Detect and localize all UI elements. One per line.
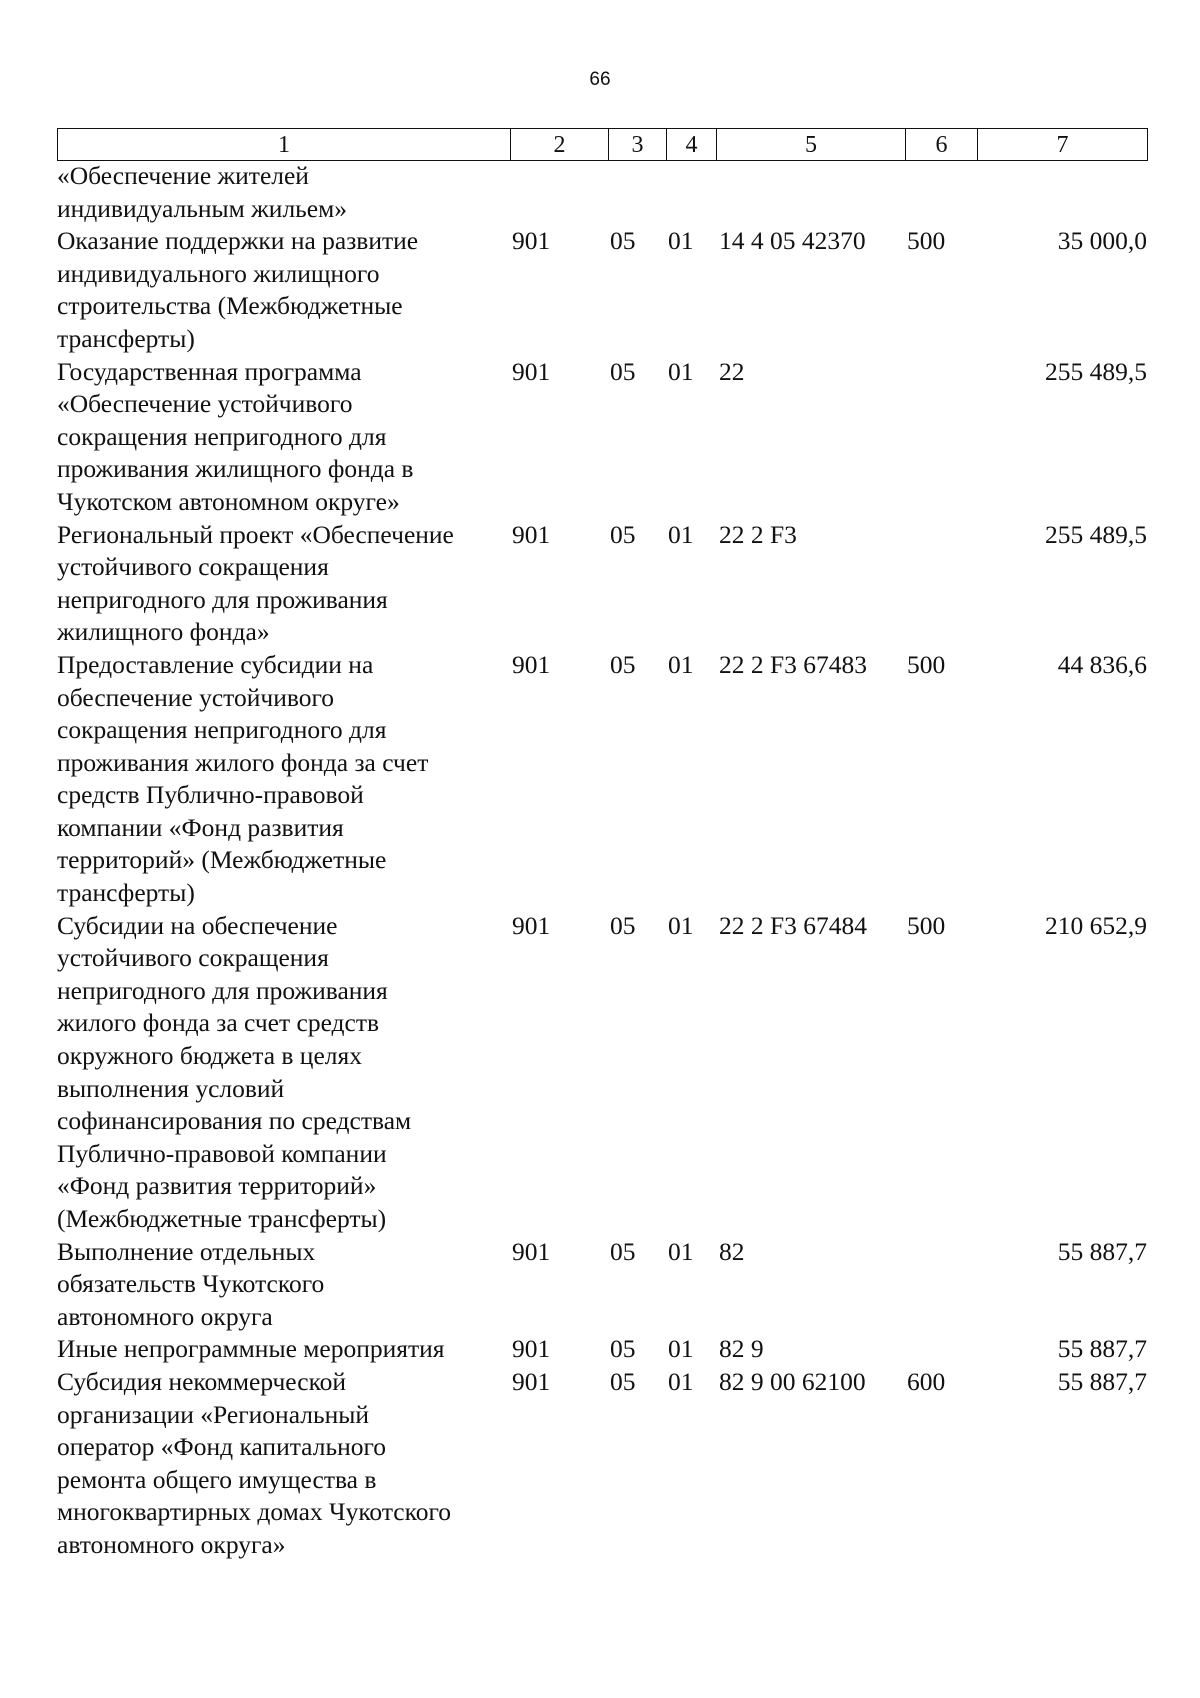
section-code: 05 [610, 1366, 636, 1396]
row-name [57, 1366, 510, 1562]
row-name-line: непригодного для проживания [57, 584, 388, 614]
amount: 44 836,6 [1057, 649, 1147, 679]
ministry-code: 901 [512, 649, 551, 679]
row-name [57, 356, 510, 519]
section-code: 05 [610, 1236, 636, 1266]
subsection-code: 01 [668, 356, 694, 386]
amount: 210 652,9 [1045, 910, 1147, 940]
target-article-code: 82 9 00 62100 [719, 1366, 866, 1396]
row-name-line: Иные непрограммные мероприятия [57, 1334, 445, 1364]
section-code: 05 [610, 1334, 636, 1364]
ministry-code: 901 [512, 519, 551, 549]
expense-type-code: 500 [907, 910, 946, 940]
table-row [57, 910, 1147, 1236]
amount: 255 489,5 [1045, 356, 1147, 386]
subsection-code [666, 160, 716, 225]
expense-type-code: 500 [907, 226, 946, 256]
section-code: 05 [610, 356, 636, 386]
row-name-line: обязательств Чукотского [57, 1269, 325, 1299]
row-name-line: устойчивого сокращения [57, 943, 329, 973]
target-article-code: 22 2 F3 [719, 519, 797, 549]
row-name-line: трансферты) [57, 878, 195, 908]
row-name-line: компании «Фонд развития [57, 812, 344, 842]
amount [977, 160, 1147, 225]
row-name-line: окружного бюджета в целях [57, 1041, 362, 1071]
subsection-code: 01 [668, 519, 694, 549]
amount: 55 887,7 [1057, 1236, 1147, 1266]
section-code: 05 [610, 519, 636, 549]
row-name-line: Субсидия некоммерческой [57, 1366, 347, 1396]
row-name-line: сокращения непригодного для [57, 421, 387, 451]
amount: 35 000,0 [1057, 226, 1147, 256]
table-row [57, 356, 1147, 519]
table-row [57, 1333, 1147, 1366]
row-name-line: софинансирования по средствам [57, 1106, 412, 1136]
row-name-line: Оказание поддержки на развитие [57, 226, 419, 256]
row-name [57, 519, 510, 649]
target-article-code: 22 2 F3 67484 [719, 910, 868, 940]
row-name [57, 160, 510, 225]
row-name [57, 649, 510, 910]
target-article-code: 14 4 05 42370 [719, 226, 866, 256]
target-article-code [716, 160, 905, 225]
row-name-line: сокращения непригодного для [57, 715, 387, 745]
ministry-code: 901 [512, 1236, 551, 1266]
column-header-5: 5 [717, 129, 906, 161]
expense-type-code [905, 1236, 977, 1334]
subsection-code: 01 [668, 910, 694, 940]
budget-table [57, 160, 1147, 1562]
table-row [57, 649, 1147, 910]
subsection-code: 01 [668, 1334, 694, 1364]
page-number: 66 [589, 69, 611, 90]
row-name-line: ремонта общего имущества в [57, 1464, 377, 1494]
expense-type-code: 500 [907, 649, 946, 679]
expense-type-code: 600 [907, 1366, 946, 1396]
row-name-line: жилого фонда за счет средств [57, 1008, 380, 1038]
column-header-4: 4 [667, 129, 717, 161]
subsection-code: 01 [668, 1366, 694, 1396]
row-name-line: Субсидии на обеспечение [57, 910, 338, 940]
row-name-line: непригодного для проживания [57, 975, 388, 1005]
row-name-line: Публично-правовой компании [57, 1138, 387, 1168]
table-row [57, 1236, 1147, 1334]
row-name-line: организации «Региональный [57, 1399, 370, 1429]
target-article-code: 82 [719, 1236, 745, 1266]
row-name [57, 1236, 510, 1334]
row-name-line: трансферты) [57, 323, 195, 353]
subsection-code: 01 [668, 1236, 694, 1266]
target-article-code: 82 9 [719, 1334, 764, 1364]
table-row [57, 1366, 1147, 1562]
column-header-3: 3 [609, 129, 667, 161]
column-header-7: 7 [978, 129, 1148, 161]
row-name-line: Региональный проект «Обеспечение [57, 519, 454, 549]
row-name-line: выполнения условий [57, 1073, 285, 1103]
row-name [57, 1333, 510, 1366]
row-name-line: Выполнение отдельных [57, 1236, 316, 1266]
row-name-line: жилищного фонда» [57, 617, 270, 647]
section-code: 05 [610, 910, 636, 940]
row-name-line: автономного округа» [57, 1529, 286, 1559]
column-header-row [57, 128, 1148, 161]
row-name-line: «Обеспечение устойчивого [57, 389, 353, 419]
expense-type-code [905, 160, 977, 225]
column-header-1: 1 [58, 129, 511, 161]
row-name-line: средств Публично-правовой [57, 780, 364, 810]
target-article-code: 22 2 F3 67483 [719, 649, 868, 679]
expense-type-code [905, 1333, 977, 1366]
amount: 255 489,5 [1045, 519, 1147, 549]
section-code: 05 [610, 226, 636, 256]
ministry-code [510, 160, 608, 225]
row-name-line: индивидуальным жильем» [57, 193, 348, 223]
row-name-line: Чукотском автономном округе» [57, 486, 400, 516]
table-row [57, 160, 1147, 225]
subsection-code: 01 [668, 649, 694, 679]
row-name-line: строительства (Межбюджетные [57, 291, 403, 321]
row-name-line: автономного округа [57, 1301, 273, 1331]
ministry-code: 901 [512, 910, 551, 940]
column-header-6: 6 [906, 129, 978, 161]
row-name-line: (Межбюджетные трансферты) [57, 1204, 387, 1233]
row-name-line: Предоставление субсидии на [57, 649, 374, 679]
subsection-code: 01 [668, 226, 694, 256]
column-header-2: 2 [511, 129, 609, 161]
amount: 55 887,7 [1057, 1366, 1147, 1396]
row-name [57, 225, 510, 355]
row-name-line: проживания жилого фонда за счет [57, 747, 429, 777]
row-name [57, 910, 510, 1236]
expense-type-code [905, 519, 977, 649]
section-code: 05 [610, 649, 636, 679]
row-name-line: «Фонд развития территорий» [57, 1171, 377, 1201]
row-name-line: «Обеспечение жителей [57, 161, 309, 190]
table-row [57, 225, 1147, 355]
row-name-line: обеспечение устойчивого [57, 682, 335, 712]
row-name-line: оператор «Фонд капитального [57, 1432, 387, 1462]
ministry-code: 901 [512, 1366, 551, 1396]
target-article-code: 22 [719, 356, 745, 386]
ministry-code: 901 [512, 356, 551, 386]
section-code [608, 160, 666, 225]
expense-type-code [905, 356, 977, 519]
row-name-line: Государственная программа [57, 356, 362, 386]
table-row [57, 519, 1147, 649]
row-name-line: индивидуального жилищного [57, 258, 380, 288]
row-name-line: проживания жилищного фонда в [57, 454, 414, 484]
ministry-code: 901 [512, 226, 551, 256]
amount: 55 887,7 [1057, 1334, 1147, 1364]
ministry-code: 901 [512, 1334, 551, 1364]
row-name-line: территорий» (Межбюджетные [57, 845, 387, 875]
row-name-line: устойчивого сокращения [57, 552, 329, 582]
row-name-line: многоквартирных домах Чукотского [57, 1497, 452, 1527]
